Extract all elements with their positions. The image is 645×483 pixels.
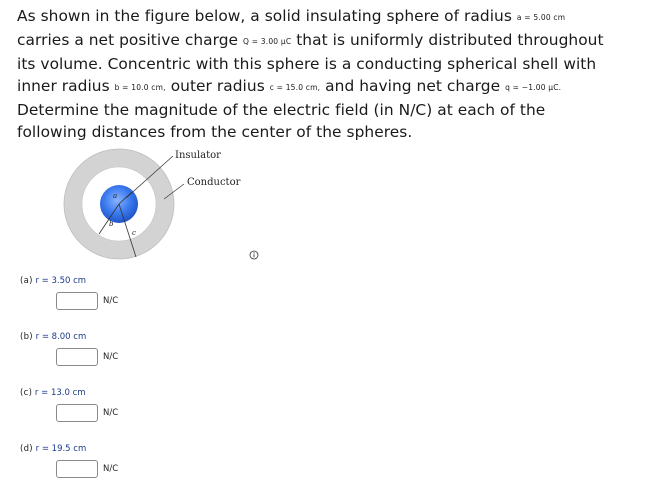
part-b-unit: N/C [103,352,119,362]
problem-text-4a: inner radius [17,77,110,95]
part-d-letter: (d) [20,444,33,454]
part-d-label [20,444,86,454]
part-a-distance: r = 3.50 cm [35,276,87,286]
part-a-label [20,276,86,286]
part-a-letter: (a) [20,276,33,286]
part-c-label [20,388,86,398]
problem-text-1: As shown in the figure below, a solid insulating sphere of radius [17,7,512,25]
part-a-unit: N/C [103,296,119,306]
part-a-answer-input[interactable] [56,292,98,310]
charge-q-value: q = −1.00 μC. [505,83,562,92]
insulator-label: Insulator [175,150,221,161]
part-c-answer-input[interactable] [56,404,98,422]
part-c-letter: (c) [20,388,33,398]
problem-line-3: its volume. Concentric with this sphere is a conducting spherical shell with [17,55,597,73]
info-icon[interactable] [249,250,259,260]
conductor-label: Conductor [187,177,241,188]
problem-text-2a: carries a net positive charge [17,31,239,49]
b-label: b [109,220,114,228]
part-c-distance: r = 13.0 cm [34,388,86,398]
part-c-unit: N/C [103,408,119,418]
radius-b-value: b = 10.0 cm, [114,83,166,92]
radius-a-value: a = 5.00 cm [516,13,566,22]
c-label: c [132,229,136,237]
problem-line-2 [17,29,637,53]
problem-statement [17,5,637,143]
problem-text-4b: outer radius [170,77,265,95]
part-d-distance: r = 19.5 cm [35,444,87,454]
part-b-distance: r = 8.00 cm [35,332,87,342]
problem-text-2b: that is uniformly distributed throughout [296,31,604,49]
problem-line-6: following distances from the center of the spheres. [17,123,413,141]
problem-line-4 [17,75,637,99]
charge-Q-value: Q = 3.00 μC [243,37,292,46]
problem-line-1 [17,5,637,29]
radius-c-value: c = 15.0 cm, [269,83,321,92]
part-d-answer-input[interactable] [56,460,98,478]
part-b-label [20,332,86,342]
spheres-figure [60,140,320,260]
part-b-letter: (b) [20,332,33,342]
part-d-unit: N/C [103,464,119,474]
a-label: a [113,192,118,200]
problem-line-5: Determine the magnitude of the electric field (in N/C) at each of the [17,101,546,119]
part-b-answer-input[interactable] [56,348,98,366]
problem-text-4c: and having net charge [325,77,501,95]
